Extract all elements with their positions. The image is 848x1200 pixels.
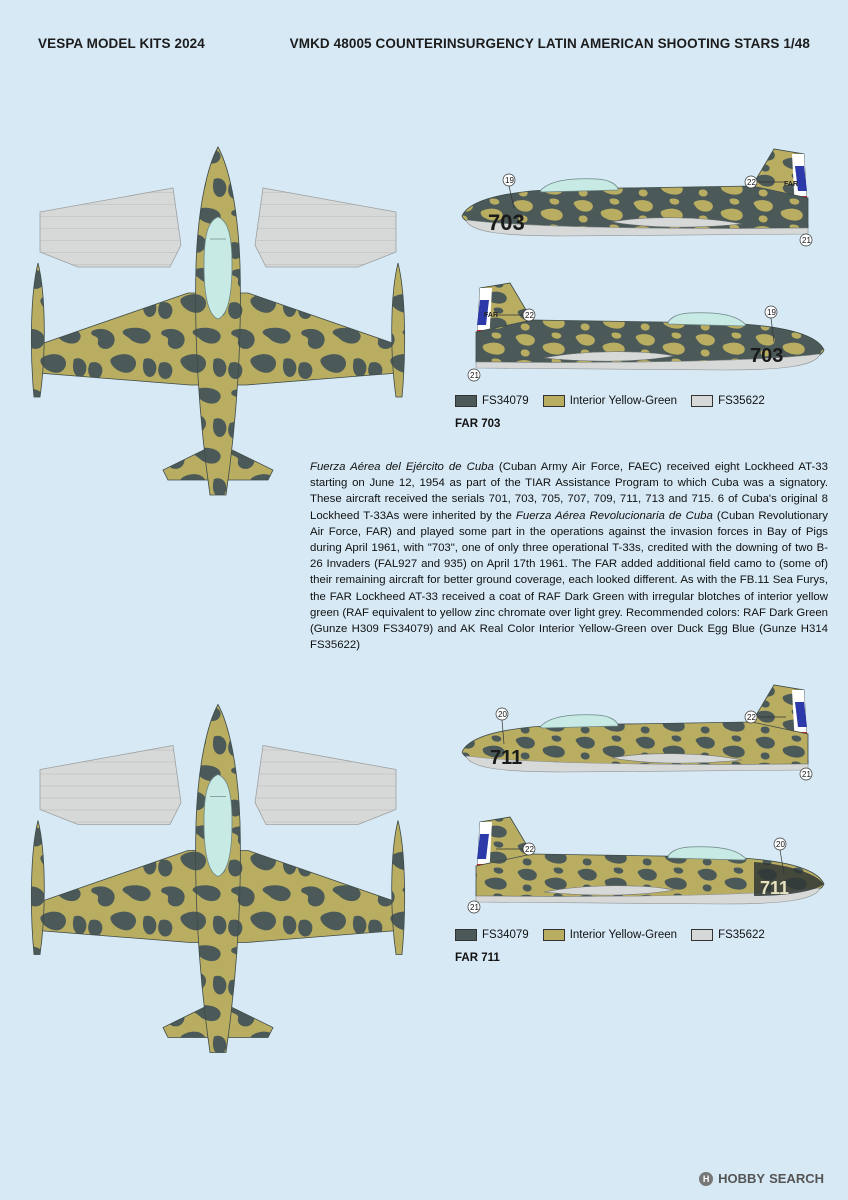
swatch-dark-green [455,929,477,941]
legend-label: FS35622 [718,395,765,407]
callout-20-a: 20 [498,710,507,719]
underside-wing-left [40,188,181,267]
top-view-aircraft-711 [18,700,418,1060]
callout-19-b: 19 [767,308,776,317]
legend-label: Interior Yellow-Green [569,929,678,941]
tip-tank-right [392,263,405,397]
hobbysearch-watermark [699,1171,824,1186]
legend-label: FS34079 [482,395,529,407]
swatch-yellow-green [543,929,565,941]
description-text: Fuerza Aérea del Ejército de Cuba (Cuban Army Air Force, FAEC) received eight Lockheed AT-33 starting on June 12, 1954 as part of the TIAR Assistance Program to which Cuba was a signatory. These aircraft received the serials 701, 703, 705, 707, 709, 711, 713 and 715. 6 of Cuba's original 8 Lockheed T-33As were inherited by the Fuerza Aérea Revolucionaria de Cuba (Cuban Revolutionary Air Force, FAR) and played some part in the operations against the invasion forces in Bay of Pigs during April 1961, with "703", one of only three operational T-33s, credited with the downing of two B-26 Invaders (FAL927 and 935) on April 17th 1961. The FAR added additional field camo to (some of) their remaining aircraft for better ground coverage, each looked different. As with the FB.11 Sea Furys, the FAR Lockheed AT-33 received a coat of RAF Dark Green with irregular blotches of interior yellow green (RAF equivalent to yellow zinc chromate over light grey. Recommended colors: RAF Dark Green (Gunze H309 FS34079) and AK Real Color Interior Yellow-Green over Duck Egg Blue (Gunze H314 FS35622) [310,461,828,652]
header-left: VESPA MODEL KITS 2024 [38,36,205,51]
serial-711-side-a: 711 [490,747,523,769]
callout-19-a: 19 [505,176,514,185]
side-view-aircraft-703-left [454,280,834,384]
side-view-aircraft-703-right [452,146,832,250]
legend-label: FS34079 [482,929,529,941]
far-marking-a: FAR [784,181,798,188]
tip-tank-right [392,821,405,955]
serial-703-side-b: 703 [750,345,784,367]
legend-label: FS35622 [718,929,765,941]
far-marking-b: FAR [484,312,498,319]
tip-tank-left [31,263,44,397]
swatch-light-grey [691,929,713,941]
header-right: VMKD 48005 COUNTERINSURGENCY LATIN AMERICAN SHOOTING STARS 1/48 [289,36,810,51]
side-view-aircraft-711-right [452,682,832,786]
callout-21-a: 21 [802,236,811,245]
callout-22-c: 22 [747,713,756,722]
color-legend-703 [455,395,779,407]
fuselage-top [196,147,241,495]
underside-wing-left [40,746,181,825]
scheme-label-711: FAR 711 [455,952,500,964]
tip-tank-left [31,821,44,955]
callout-21-d: 21 [470,903,479,912]
underside-wing-right [255,188,396,267]
callout-20-b: 20 [776,840,785,849]
canopy-side-b [668,313,746,326]
underside-wing-right [255,746,396,825]
hobbysearch-logo-icon: H [699,1172,713,1186]
fuselage-top [196,705,241,1053]
scheme-label-703: FAR 703 [455,418,501,430]
swatch-yellow-green [543,395,565,407]
callout-22-d: 22 [525,845,534,854]
canopy-side-a [540,179,618,192]
serial-711-side-b: 711 [760,878,790,898]
watermark-brand: HOBBY [718,1171,766,1186]
legend-label: Interior Yellow-Green [569,395,678,407]
color-legend-711 [455,929,779,941]
callout-22-a: 22 [747,178,756,187]
callout-21-c: 21 [802,770,811,779]
swatch-light-grey [691,395,713,407]
watermark-word: SEARCH [769,1171,824,1186]
side-view-aircraft-711-left [454,814,834,918]
canopy-top [204,775,232,877]
canopy-top [204,217,232,319]
top-view-aircraft-703 [18,145,418,500]
swatch-dark-green [455,395,477,407]
serial-703-side-a: 703 [488,210,525,235]
callout-22-b: 22 [525,311,534,320]
callout-21-b: 21 [470,371,479,380]
